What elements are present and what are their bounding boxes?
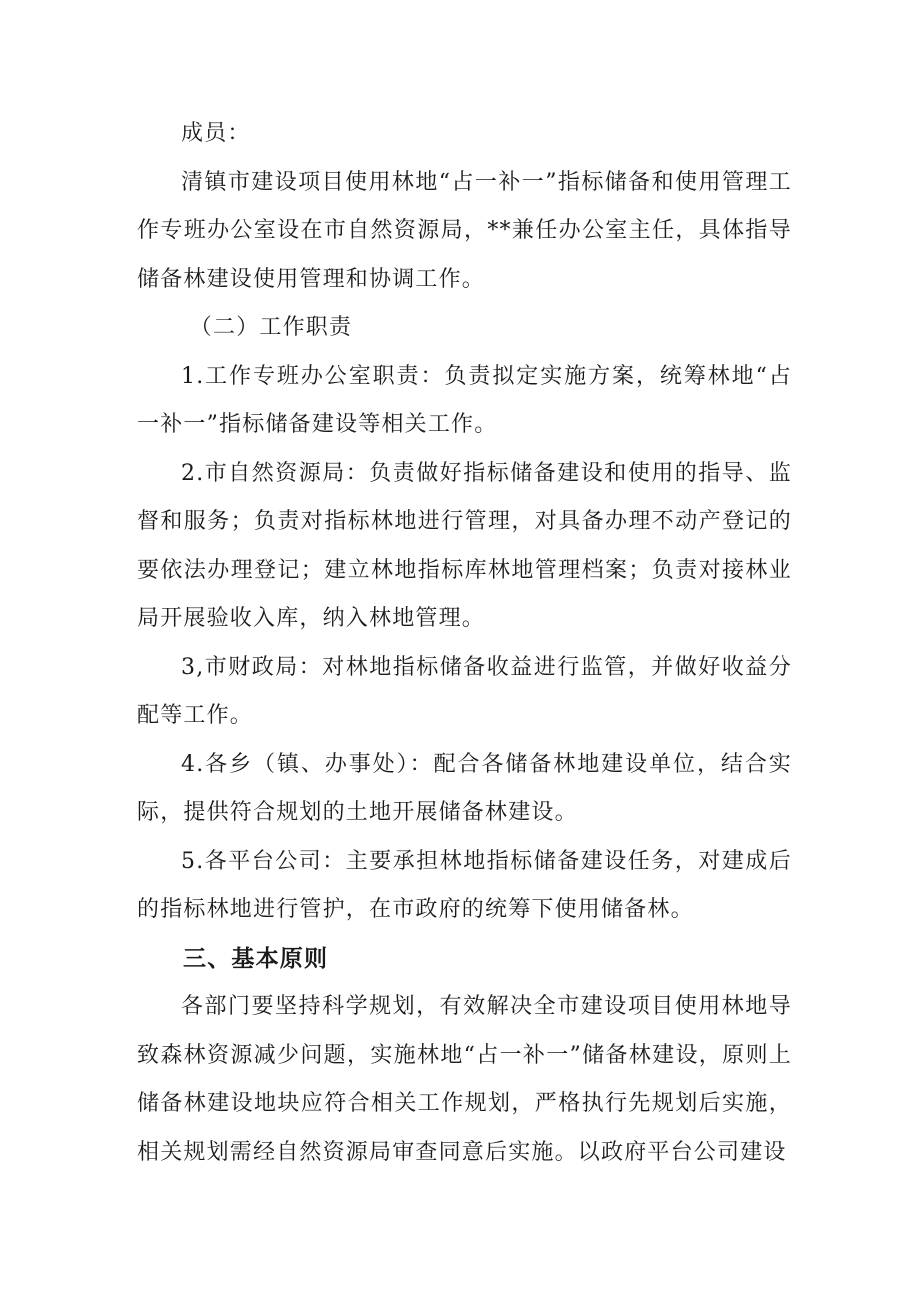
subheading-duties: （二）工作职责: [189, 315, 353, 340]
paragraph-principles: 各部门要坚持科学规划，有效解决全市建设项目使用林地导致森林资源减少问题，实施林地“占一补一”储备林建设，原则上储备林建设地块应符合相关工作规划，严格执行先规划后实施，相关规划需经自然资源局审查同意后实施。以政府平台公司建设: [137, 994, 792, 1165]
paragraph-duty-4: 4.各乡（镇、办事处）：配合各储备林地建设单位，结合实际，提供符合规划的土地开展储备林建设。: [137, 751, 792, 825]
paragraph-duty-3: 3,市财政局：对林地指标储备收益进行监管，并做好收益分配等工作。: [137, 654, 792, 728]
paragraph-duty-5: 5.各平台公司：主要承担林地指标储备建设任务，对建成后的指标林地进行管护，在市政府的统筹下使用储备林。: [137, 848, 792, 922]
paragraph-duty-2: 2.市自然资源局：负责做好指标储备建设和使用的指导、监督和服务；负责对指标林地进行管理，对具备办理不动产登记的要依法办理登记；建立林地指标库林地管理档案；负责对接林业局开展验收入库，纳入林地管理。: [137, 460, 792, 631]
paragraph-office-setup: 清镇市建设项目使用林地“占一补一”指标储备和使用管理工作专班办公室设在市自然资源局，**兼任办公室主任，具体指导储备林建设使用管理和协调工作。: [137, 169, 792, 292]
paragraph-members: 成员：: [181, 121, 251, 146]
section-heading-principles: 三、基本原则: [183, 945, 329, 972]
document-body: [137, 110, 792, 1177]
paragraph-duty-1: 1.工作专班办公室职责：负责拟定实施方案，统筹林地“占一补一”指标储备建设等相关工作。: [137, 363, 792, 437]
